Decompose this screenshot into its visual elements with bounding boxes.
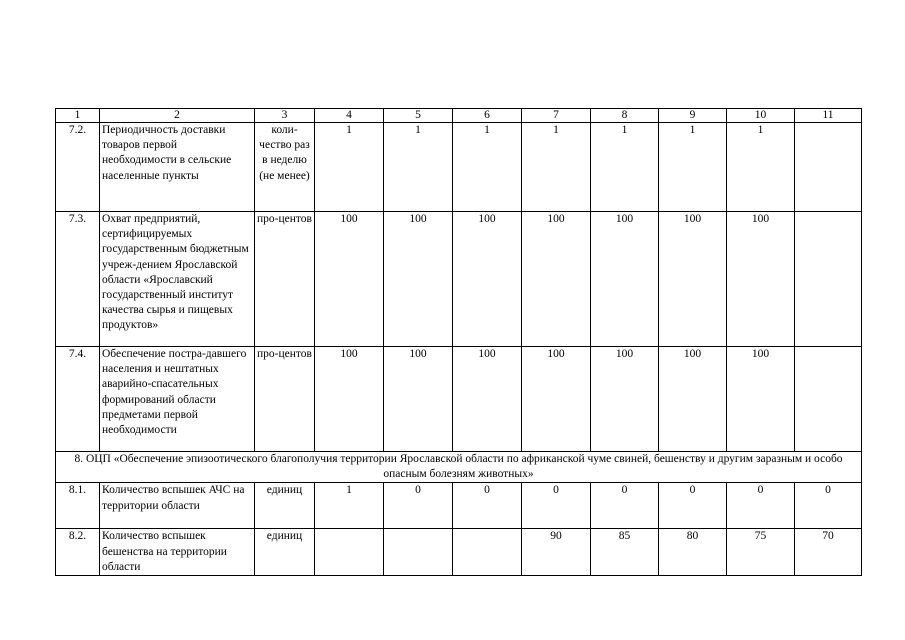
value-cell: 0 bbox=[522, 483, 591, 529]
value-cell: 0 bbox=[453, 483, 522, 529]
row-number: 7.2. bbox=[56, 123, 100, 212]
value-cell: 100 bbox=[659, 347, 727, 452]
unit-cell: коли-чество раз в неделю (не менее) bbox=[255, 123, 315, 212]
value-cell bbox=[795, 347, 862, 452]
indicator-name: Периодичность доставки товаров первой необходимости в сельские населенные пункты bbox=[100, 123, 255, 212]
column-number: 9 bbox=[659, 109, 727, 123]
value-cell: 0 bbox=[795, 483, 862, 529]
value-cell bbox=[453, 529, 522, 576]
unit-cell: про-центов bbox=[255, 347, 315, 452]
value-cell: 100 bbox=[522, 212, 591, 347]
row-number: 7.4. bbox=[56, 347, 100, 452]
value-cell: 100 bbox=[315, 212, 384, 347]
value-cell bbox=[315, 529, 384, 576]
unit-cell: про-центов bbox=[255, 212, 315, 347]
indicator-name: Охват предприятий, сертифицируемых государственным бюджетным учреж-дением Ярославской области «Ярославский государственный институт качества сырья и пищевых продуктов» bbox=[100, 212, 255, 347]
column-number: 2 bbox=[100, 109, 255, 123]
table-row bbox=[56, 347, 862, 452]
value-cell: 1 bbox=[315, 123, 384, 212]
value-cell: 100 bbox=[453, 212, 522, 347]
value-cell: 1 bbox=[315, 483, 384, 529]
indicator-name: Количество вспышек бешенства на территории области bbox=[100, 529, 255, 576]
value-cell bbox=[795, 212, 862, 347]
value-cell: 75 bbox=[727, 529, 795, 576]
value-cell: 100 bbox=[591, 347, 659, 452]
column-number: 3 bbox=[255, 109, 315, 123]
table-row bbox=[56, 483, 862, 529]
table-row bbox=[56, 212, 862, 347]
section-row bbox=[56, 452, 862, 483]
value-cell: 100 bbox=[591, 212, 659, 347]
unit-cell: единиц bbox=[255, 483, 315, 529]
value-cell: 1 bbox=[522, 123, 591, 212]
unit-cell: единиц bbox=[255, 529, 315, 576]
value-cell: 1 bbox=[384, 123, 453, 212]
value-cell: 85 bbox=[591, 529, 659, 576]
column-number: 5 bbox=[384, 109, 453, 123]
value-cell: 1 bbox=[591, 123, 659, 212]
indicator-name: Обеспечение постра-давшего населения и нештатных аварийно-спасательных формирований области предметами первой необходимости bbox=[100, 347, 255, 452]
value-cell: 0 bbox=[727, 483, 795, 529]
indicator-name: Количество вспышек АЧС на территории области bbox=[100, 483, 255, 529]
column-number: 8 bbox=[591, 109, 659, 123]
row-number: 8.1. bbox=[56, 483, 100, 529]
value-cell: 1 bbox=[727, 123, 795, 212]
value-cell: 90 bbox=[522, 529, 591, 576]
indicators-table bbox=[55, 108, 862, 576]
value-cell: 100 bbox=[315, 347, 384, 452]
value-cell: 1 bbox=[659, 123, 727, 212]
value-cell: 100 bbox=[659, 212, 727, 347]
column-number: 1 bbox=[56, 109, 100, 123]
value-cell: 0 bbox=[384, 483, 453, 529]
value-cell: 70 bbox=[795, 529, 862, 576]
table-row bbox=[56, 529, 862, 576]
value-cell: 100 bbox=[727, 347, 795, 452]
row-number: 7.3. bbox=[56, 212, 100, 347]
row-number: 8.2. bbox=[56, 529, 100, 576]
value-cell: 1 bbox=[453, 123, 522, 212]
value-cell bbox=[795, 123, 862, 212]
value-cell: 0 bbox=[591, 483, 659, 529]
value-cell: 100 bbox=[384, 212, 453, 347]
value-cell: 100 bbox=[384, 347, 453, 452]
column-number: 10 bbox=[727, 109, 795, 123]
value-cell: 100 bbox=[727, 212, 795, 347]
column-number-row bbox=[56, 109, 862, 123]
value-cell bbox=[384, 529, 453, 576]
column-number: 11 bbox=[795, 109, 862, 123]
value-cell: 100 bbox=[453, 347, 522, 452]
section-title: 8. ОЦП «Обеспечение эпизоотического благополучия территории Ярославской области по африканской чуме свиней, бешенству и другим заразным и особо опасным болезням животных» bbox=[56, 452, 862, 483]
column-number: 7 bbox=[522, 109, 591, 123]
value-cell: 0 bbox=[659, 483, 727, 529]
value-cell: 80 bbox=[659, 529, 727, 576]
column-number: 4 bbox=[315, 109, 384, 123]
table-row bbox=[56, 123, 862, 212]
column-number: 6 bbox=[453, 109, 522, 123]
value-cell: 100 bbox=[522, 347, 591, 452]
